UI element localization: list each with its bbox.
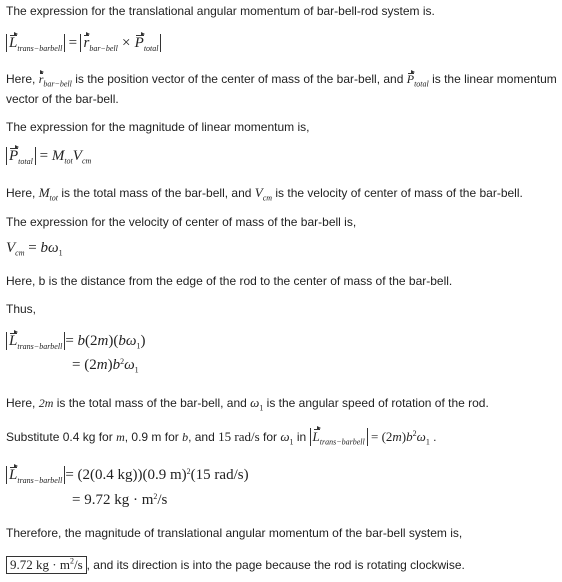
velocity-intro: The expression for the velocity of center of mass of the bar-bell is, bbox=[6, 215, 357, 229]
equation-linear-momentum: $P_{total} = M_{tot}V_{cm}$ bbox=[6, 147, 556, 165]
here-total-mass-omega: Here, 2m is the total mass of the bar-bell, and $\omega_1$ is the angular speed of rotation of the rod. bbox=[6, 395, 489, 413]
abs-L: $L_{trans-barbell}$ bbox=[6, 34, 65, 52]
equation-numeric: $L_{trans-barbell} = (2(0.4$ kg))(0.9 m)$^2$(15 rad/s) bbox=[6, 466, 556, 484]
therefore-line: Therefore, the magnitude of translational angular momentum of the bar-bell system is, bbox=[6, 526, 463, 540]
equation-substituted-symbolic: $L_{trans-barbell} = b(2m)(b\omega_1)$ bbox=[6, 332, 556, 350]
here-distance-b: Here, b is the distance from the edge of the rod to the center of mass of the bar-bell. bbox=[6, 274, 453, 288]
equation-velocity: $V_{cm} = b\omega_1$ bbox=[6, 240, 63, 258]
equation-angular-momentum: $L_{trans-barbell} = r_{bar-bell} \times P_{total}$ bbox=[6, 34, 556, 52]
substitute-line: Substitute 0.4 kg for m, 0.9 m for b, and 15 rad/s for $\omega_1$ in $L_{trans-barbell} = (2m)b^2\omega_1$ . bbox=[6, 429, 437, 447]
thus-label: Thus, bbox=[6, 302, 37, 316]
answer-line: 9.72 kg · $m^2/s$ , and its direction is into the page because the rod is rotating clockwise. bbox=[6, 556, 556, 574]
magnitude-intro: The expression for the magnitude of linear momentum is, bbox=[6, 120, 310, 134]
here-position-vector: Here, $r_{bar-bell}$ is the position vector of the center of mass of the bar-bell, and $P_{total}$ is the linear momentum bbox=[6, 72, 557, 89]
equation-result: = 9.72 kg · $m^2/s$ bbox=[72, 492, 168, 508]
intro-text: The expression for the translational angular momentum of bar-bell-rod system is. bbox=[6, 4, 435, 18]
abs-cross: $r_{bar-bell} \times P_{total}$ bbox=[80, 34, 161, 52]
answer-box: 9.72 kg · $m^2/s$ bbox=[6, 556, 87, 574]
equation-simplified-symbolic: = $(2m)b^2\omega_1$ bbox=[72, 357, 139, 375]
here-mass-velocity: Here, $M_{tot}$ is the total mass of the bar-bell, and $V_{cm}$ is the velocity of center of mass of the bar-bell. bbox=[6, 185, 523, 203]
here-position-vector-cont: vector of the bar-bell. bbox=[6, 92, 119, 106]
